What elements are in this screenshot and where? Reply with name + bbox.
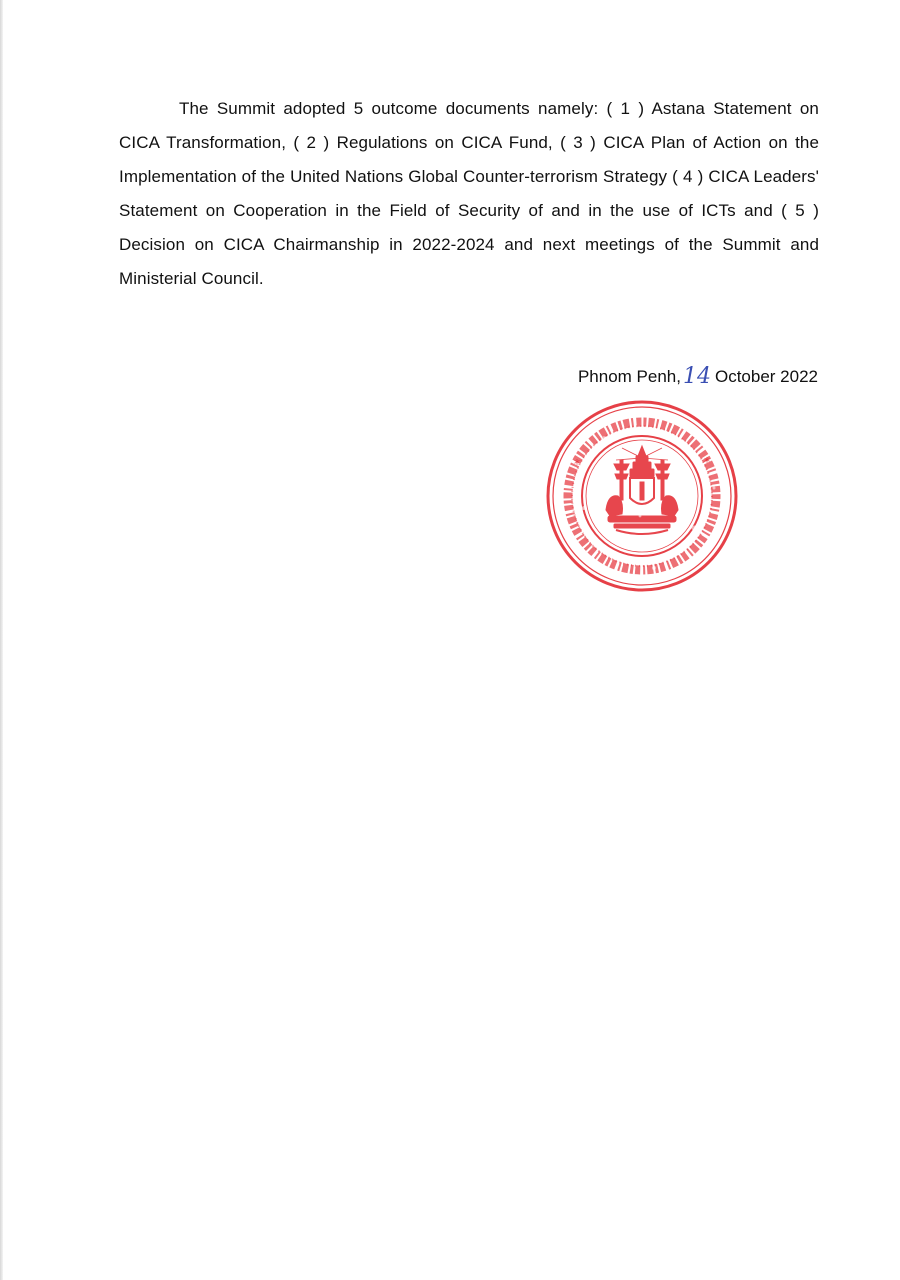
handwritten-day: 14 <box>682 364 711 389</box>
place-text: Phnom Penh, <box>577 367 681 386</box>
page-edge-shadow <box>0 0 3 1280</box>
svg-text:*: * <box>574 457 580 471</box>
svg-text:*: * <box>704 455 710 469</box>
date-text: October 2022 <box>714 367 818 386</box>
official-seal <box>544 398 740 594</box>
official-red-seal-icon <box>544 398 740 594</box>
body-paragraph: The Summit adopted 5 outcome documents namely: ( 1 ) Astana Statement on CICA Transformation, ( 2 ) Regulations on CICA Fund, ( 3 ) CICA Plan of Action on the Implementation of the United Nations Global Counter-terrorism Strategy ( 4 ) CICA Leaders' Statement on Cooperation in the Field of Security of and in the use of ICTs and ( 5 ) Decision on CICA Chairmanship in 2022-2024 and next meetings of the Summit and Ministerial Council. <box>119 99 819 288</box>
place-and-date <box>578 364 818 389</box>
